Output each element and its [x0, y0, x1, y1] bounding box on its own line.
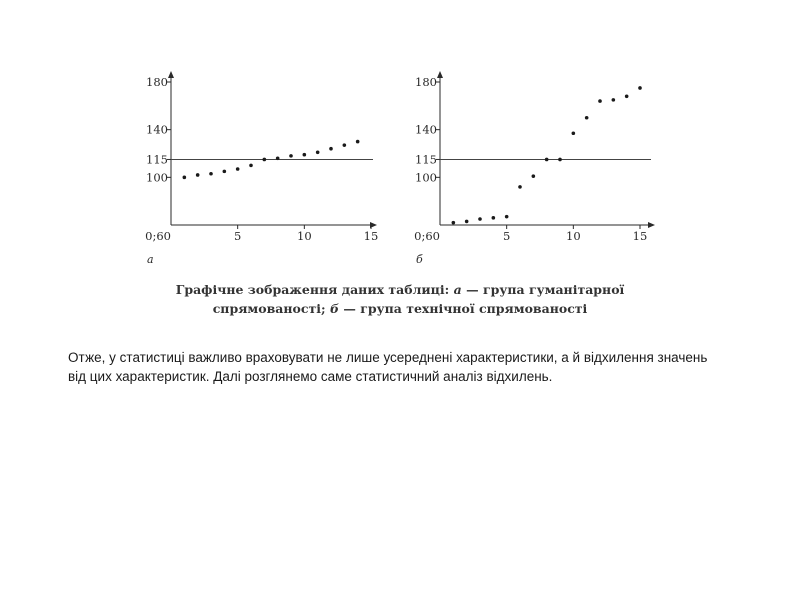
- data-point: [249, 164, 253, 168]
- x-tick-label: 15: [632, 229, 648, 243]
- data-point: [452, 221, 456, 225]
- data-point: [492, 216, 496, 220]
- charts-figure: [0, 0, 800, 280]
- data-point: [558, 158, 562, 162]
- data-point: [612, 98, 616, 102]
- data-point: [276, 156, 280, 160]
- data-point: [289, 154, 293, 158]
- data-point: [518, 185, 522, 189]
- chart-panel-b: [414, 72, 654, 266]
- caption-a-letter: а: [453, 282, 462, 297]
- data-point: [343, 143, 347, 147]
- caption-b-text: — група технічної спрямованості: [339, 301, 588, 316]
- y-tick-label: 180: [146, 75, 168, 89]
- data-point: [209, 172, 213, 176]
- data-point: [196, 173, 200, 177]
- data-point: [329, 147, 333, 151]
- caption-a-text: — група гуманітарної спрямованості;: [212, 282, 625, 316]
- data-point: [316, 151, 320, 155]
- x-tick-label: 10: [566, 229, 581, 243]
- y-tick-label: 115: [415, 152, 437, 167]
- x-tick-label: 15: [363, 229, 379, 243]
- data-point: [505, 215, 509, 219]
- data-point: [303, 153, 307, 157]
- caption-prefix: Графічне зображення даних таблиці:: [175, 282, 454, 297]
- data-point: [545, 158, 549, 162]
- data-point: [585, 116, 589, 120]
- origin-label: 0;60: [414, 229, 440, 243]
- caption-b-letter: б: [329, 301, 339, 316]
- origin-label: 0;60: [145, 229, 171, 243]
- figure-caption: [120, 280, 680, 318]
- data-point: [478, 217, 482, 221]
- data-point: [572, 131, 576, 135]
- data-point: [638, 86, 642, 90]
- y-tick-label: 180: [415, 75, 437, 89]
- y-tick-label: 115: [146, 152, 168, 167]
- data-point: [263, 158, 267, 162]
- data-point: [625, 95, 629, 99]
- y-tick-label: 100: [415, 170, 437, 185]
- chart-panel-a: [145, 72, 378, 266]
- data-point: [183, 176, 187, 180]
- data-point: [465, 220, 469, 224]
- panel-label: б: [416, 253, 423, 266]
- x-tick-label: 5: [234, 229, 242, 243]
- data-point: [223, 170, 227, 174]
- x-tick-label: 5: [503, 229, 511, 243]
- data-point: [236, 167, 240, 171]
- y-tick-label: 100: [146, 170, 168, 185]
- body-paragraph: Отже, у статистиці важливо враховувати не лише усереднені характеристики, а й відхилення значень від цих характеристик. Далі розглянемо саме статистичний аналіз відхилень.: [68, 350, 708, 384]
- y-tick-label: 140: [146, 122, 168, 137]
- data-point: [532, 174, 536, 178]
- panel-label: а: [147, 253, 154, 266]
- y-tick-label: 140: [415, 122, 437, 137]
- data-point: [598, 99, 602, 103]
- x-tick-label: 10: [297, 229, 312, 243]
- data-point: [356, 140, 360, 144]
